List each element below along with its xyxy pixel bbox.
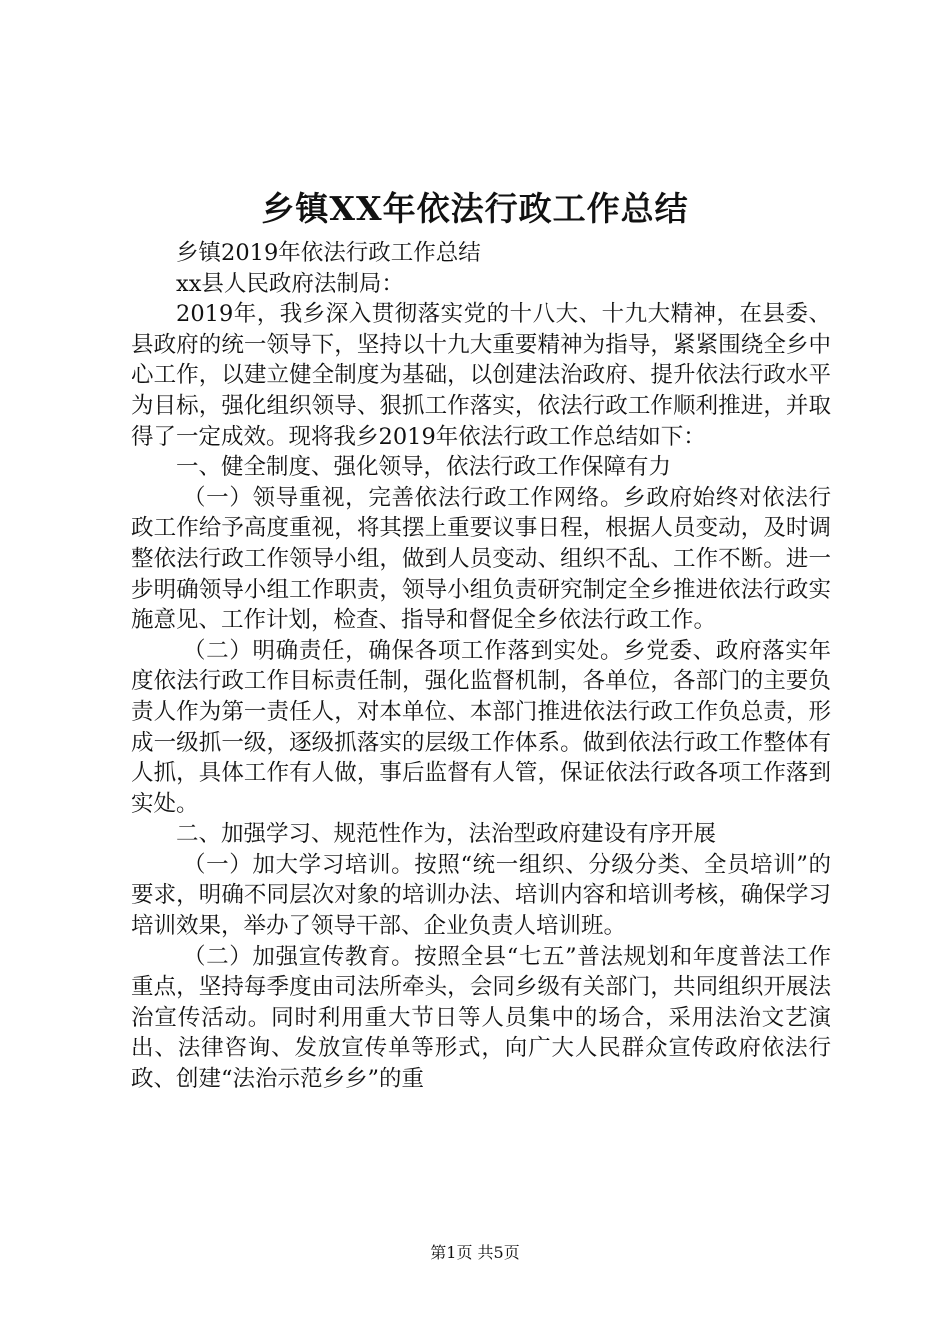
- paragraph-addressee: xx县人民政府法制局：: [176, 270, 404, 297]
- page-footer: 第1页 共5页: [430, 1243, 520, 1262]
- paragraph-1-2: （二）明确责任，确保各项工作落到实处。乡党委、政府落实年度依法行政工作目标责任制，强化监督机制，各单位，各部门的主要负责人作为第一责任人，对本单位、本部门推进依法行政工作负总责，形成一级抓一级，逐级抓落实的层级工作体系。做到依法行政工作整体有人抓，具体工作有人做，事后监督有人管，保证依法行政各项工作落到实处。: [131, 637, 831, 817]
- paragraph-subtitle: 乡镇2019年依法行政工作总结: [176, 240, 481, 266]
- section-heading-1: 一、健全制度、强化领导，依法行政工作保障有力: [176, 454, 672, 481]
- document-title: 乡镇XX年依法行政工作总结: [261, 189, 689, 228]
- paragraph-2-1: （一）加大学习培训。按照“统一组织、分级分类、全员培训”的要求，明确不同层次对象的培训办法、培训内容和培训考核，确保学习培训效果，举办了领导干部、企业负责人培训班。: [131, 851, 831, 940]
- section-heading-2: 二、加强学习、规范性作为，法治型政府建设有序开展: [176, 821, 717, 848]
- paragraph-intro: 2019年，我乡深入贯彻落实党的十八大、十九大精神，在县委、县政府的统一领导下，坚持以十九大重要精神为指导，紧紧围绕全乡中心工作，以建立健全制度为基础，以创建法治政府、提升依法行政水平为目标，强化组织领导、狠抓工作落实，依法行政工作顺利推进，并取得了一定成效。现将我乡2019年依法行政工作总结如下：: [131, 301, 831, 450]
- paragraph-1-1: （一）领导重视，完善依法行政工作网络。乡政府始终对依法行政工作给予高度重视，将其摆上重要议事日程，根据人员变动，及时调整依法行政工作领导小组，做到人员变动、组织不乱、工作不断。进一步明确领导小组工作职责，领导小组负责研究制定全乡推进依法行政实施意见、工作计划，检查、指导和督促全乡依法行政工作。: [131, 484, 831, 634]
- document-body: [131, 238, 831, 1095]
- paragraph-2-2: （二）加强宣传教育。按照全县“七五”普法规划和年度普法工作重点，坚持每季度由司法所牵头，会同乡级有关部门，共同组织开展法治宣传活动。同时利用重大节日等人员集中的场合，采用法治文艺演出、法律咨询、发放宣传单等形式，向广大人民群众宣传政府依法行政、创建“法治示范乡乡”的重: [131, 943, 831, 1093]
